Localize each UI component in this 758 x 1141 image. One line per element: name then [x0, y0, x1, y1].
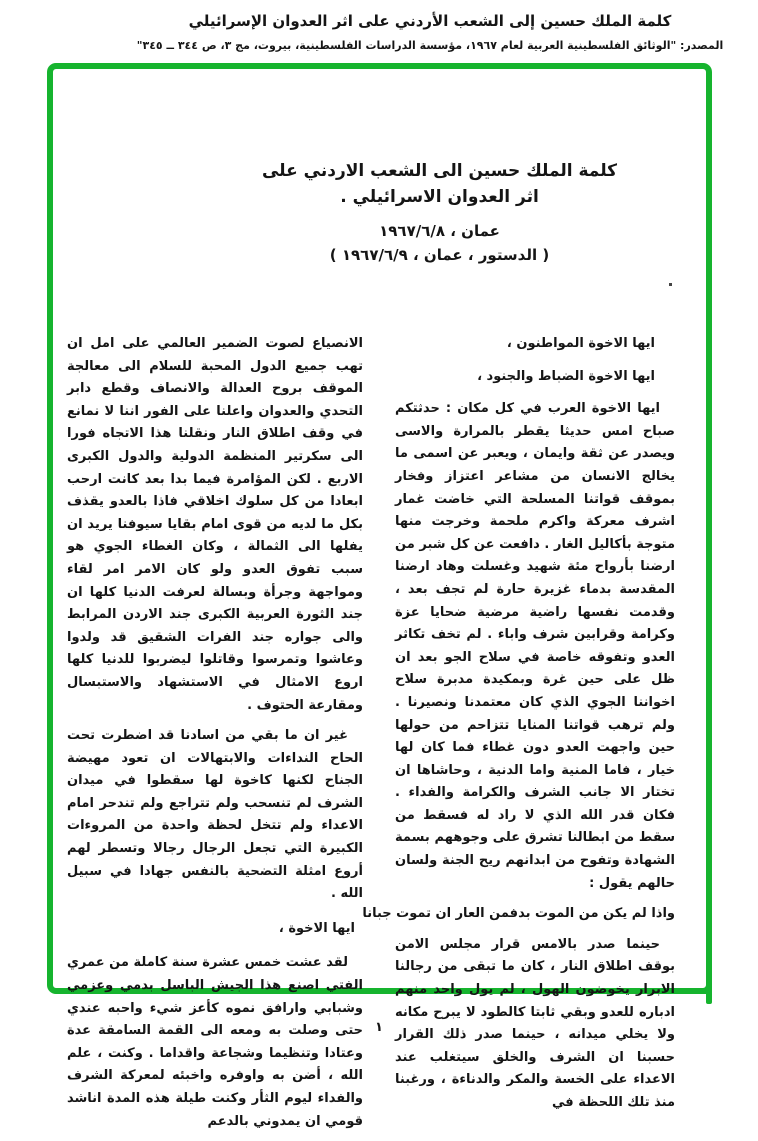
document-title-line2: اثر العدوان الاسرائيلي . [340, 187, 539, 207]
document-title [173, 158, 706, 210]
document-frame [47, 63, 712, 1129]
ink-speck-artifact [669, 283, 672, 286]
header-source-citation: المصدر: "الوثائق الفلسطينية العربية لعام ١٩٦٧، مؤسسة الدراسات الفلسطينية، بيروت، مج ٣، ص ٣٤٤ ــ ٣٤٥" [136, 39, 724, 52]
document-dates [173, 219, 706, 267]
salutation-citizens: ايها الاخوة المواطنون ، [506, 336, 655, 351]
verse-line [362, 903, 675, 926]
page-header [110, 10, 750, 53]
body-paragraph-2: حينما صدر بالامس قرار مجلس الامن بوقف اطلاق النار ، كان ما تبقى من رجالنا الابرار يخوضون الهول ، لم يول واحد منهم ادباره للعدو وبقي ثابتا كالطود لا يبرح مكانه ولا يخلي ميدانه ، حينما صدر ذلك القرار حسبنا ان الشرف والخلق سيتغلب عند الاعداء على الخسة والمكر والدناءة ، ورغبنا منذ تلك اللحظة في [395, 936, 675, 1110]
body-paragraph-5: لقد عشت خمس عشرة سنة كاملة من عمري الفتي اصنع هذا الجيش الباسل بدمي وعزمي وشبابي وارافق نموه كأعز شيء واحبه عندي حتى وصلت به ومعه الى القمة السامقة عدة وعتادا وتنظيما وشجاعة واقداما . وكنت ، علم الله ، أضن به واوفره واخبئه لمعركة الشرف والفداء ليوم الثأر وكنت طيلة هذه المدة اناشد قومي ان يمدوني بالدعم [67, 955, 363, 1129]
body-paragraph-1: ايها الاخوة العرب في كل مكان : حدثتكم صباح امس حديثا يقطر بالمرارة والاسى ويصدر عن ثقة وايمان ، ويعبر عن اسمى ما يخالج الانسان من مشاعر اعتزاز وفخار بموقف قواتنا المسلحة التي خاضت غمار اشرف معركة واكرم ملحمة وخرجت منها متوجة بأكاليل الغار . دافعت عن كل شبر من ارضنا بأرواح مئة شهيد وغسلت وهاد ارضنا المقدسة بدماء غزيرة حارة لم تجف بعد ، وقدمت نفسها راضية مرضية ضحايا عزة وكرامة وقرابين شرف واباء . لم تخف تكاثر العدو وتفوقه خاصة في سلاح الجو بعد ان ظل على حين غرة وبمكيدة مدبرة سلاح اخواننا الجوي الذي كان معتمدنا ونصيرنا . ولم ترهب قواتنا المنايا تتزاحم من حولها حين واجهت العدو دون غطاء فما كان لها خيار ، فاما المنية واما الدنية ، وحاشاها ان تختار الا جانب الشرف والكرامة والفداء . فكان قدر الله الذي لا راد له فسقط من سقط من ابطالنا تشرق على وجوههم بسمة الشهادة وتفوح من ابدانهم ريح الجنة ولسان حالهم يقول : [395, 401, 675, 891]
frame-corner-overshoot-horizontal [694, 988, 708, 994]
date-primary: عمان ، ١٩٦٧/٦/٨ [379, 222, 500, 240]
date-secondary: ( الدستور ، عمان ، ١٩٦٧/٦/٩ ) [329, 246, 550, 264]
frame-corner-overshoot-vertical [706, 984, 712, 1004]
text-column-right [362, 333, 675, 1123]
salutation-soldiers: ايها الاخوة الضباط والجنود ، [477, 368, 655, 384]
body-paragraph-3: الانصياع لصوت الضمير العالمي على امل ان تهب جميع الدول المحبة للسلام الى معالجة الموقف بروح العدالة والانصاف وقطع دابر التحدي والعدوان واعلنا على الفور اننا لا نمانع في وقف اطلاق النار ونقلنا هذا الاتجاه فورا الى سكرتير المنظمة الدولية والدول الكبرى الاربع . لكن المؤامرة فيما بدا بعد كانت ارحب ابعادا من كل سلوك اخلاقي فاذا بالعدو يقذف بكل ما لديه من قوى امام بقايا سيوفنا يريد ان يفلها الى الثمالة ، وكان الغطاء الجوي هو سبب تفوق العدو ولو كان الامر امر لقاء ومواجهة وجرأة وبسالة لعرفت الدنيا كلها ان جند الثورة العربية الكبرى جند الاردن المرابط والى جواره جند الفرات الشقيق قد ولدوا وعاشوا وتمرسوا وقاتلوا ليضربوا للدنيا كلها اروع الامثال في الاستشهاد والاستبسال ومقارعة الحتوف . [67, 336, 363, 713]
verse-first-hemistich: واذا لم يكن من الموت بد [518, 906, 675, 922]
document-title-line1: كلمة الملك حسين الى الشعب الاردني على [261, 161, 618, 181]
body-paragraph-4: غير ان ما بقي من اسادنا قد اضطرت تحت الحاح النداءات والابتهالات ان تعود مهيضة الجناح لكنها كاخوة لها سقطوا في ميدان الشرف لم تنسحب ولم تتراجع ولم تندحر امام الاعداء ولم تتخل لحظة واحدة من المروءات الكبيرة التي تجعل الرجال رجالا وتسطر لهم أروع امثلة التضحية بالنفس جهادا في سبيل الله . [67, 728, 363, 902]
verse-second-hemistich: فمن العار ان تموت جبانا [362, 906, 519, 922]
page-number: ١ [375, 1020, 383, 1035]
header-title: كلمة الملك حسين إلى الشعب الأردني على اثر العدوان الإسرائيلي [188, 12, 672, 30]
salutation-brothers: ايها الاخوة ، [278, 920, 355, 936]
